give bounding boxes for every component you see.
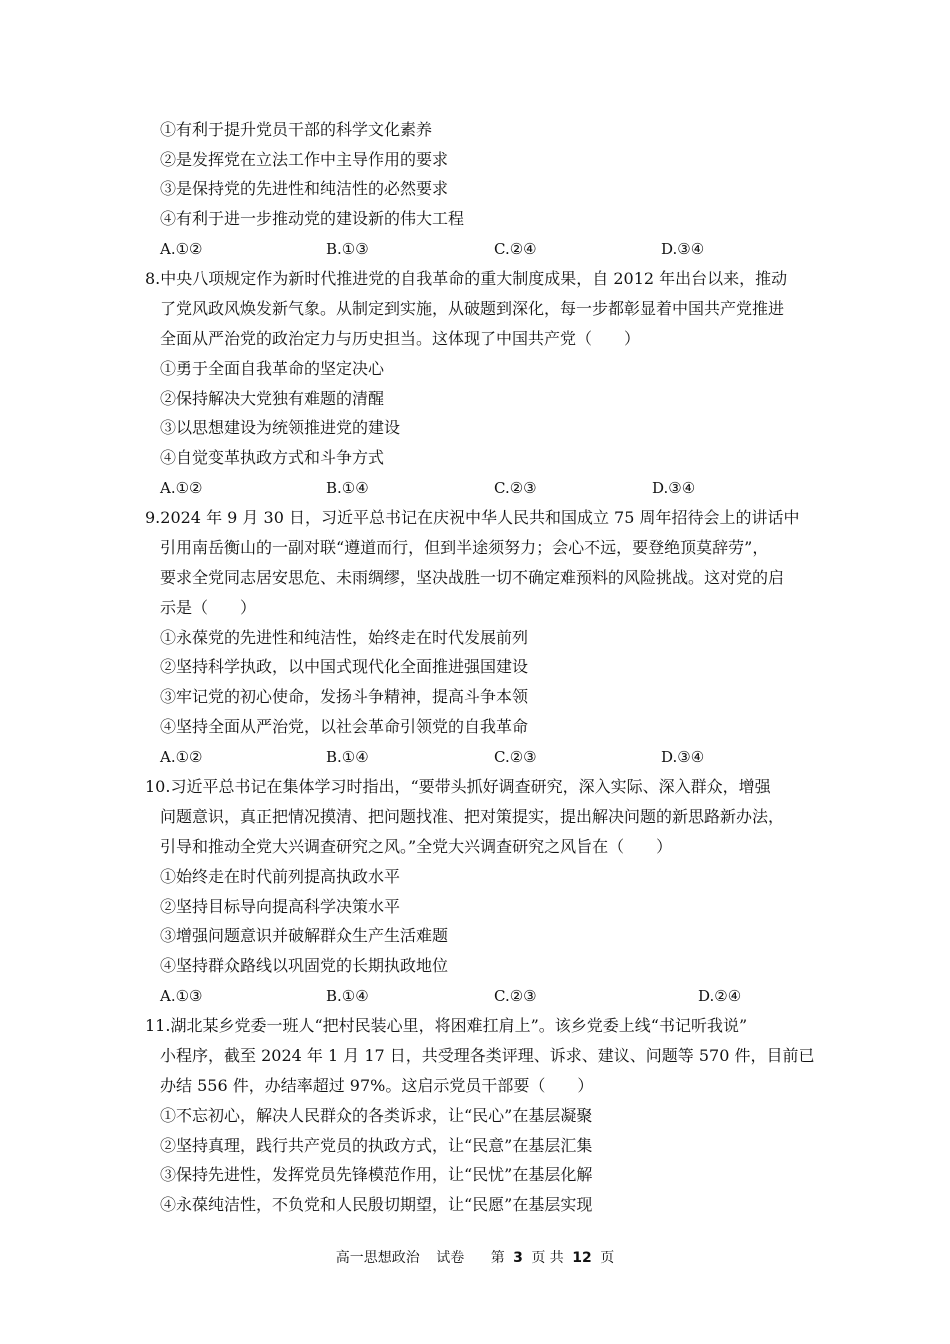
q10-option-c: C.②③ xyxy=(494,987,537,1005)
q7-option-a: A.①② xyxy=(160,240,203,258)
q10-option-b: B.①④ xyxy=(326,987,369,1005)
q7-item-4: ④有利于进一步推动党的建设新的伟大工程 xyxy=(160,209,465,228)
q9-item-2: ②坚持科学执政，以中国式现代化全面推进强国建设 xyxy=(160,657,529,676)
q9-option-c: C.②③ xyxy=(494,748,537,766)
q9-stem-1: 9.2024 年 9 月 30 日，习近平总书记在庆祝中华人民共和国成立 75 周年招待会上的讲话中 xyxy=(145,508,800,527)
q11-stem-3: 办结 556 件，办结率超过 97%。这启示党员干部要（ ） xyxy=(160,1076,594,1095)
q11-item-2: ②坚持真理，践行共产党员的执政方式，让“民意”在基层汇集 xyxy=(160,1136,593,1155)
q8-item-2: ②保持解决大党独有难题的清醒 xyxy=(160,389,385,408)
q11-stem-1: 11.湖北某乡党委一班人“把村民装心里，将困难扛肩上”。该乡党委上线“书记听我说” xyxy=(145,1016,748,1035)
q10-item-3: ③增强问题意识并破解群众生产生活难题 xyxy=(160,926,449,945)
footer-page-total: 12 xyxy=(572,1250,592,1266)
q10-stem-1: 10.习近平总书记在集体学习时指出，“要带头抓好调查研究，深入实际、深入群众，增强 xyxy=(145,777,771,796)
q8-stem-2: 了党风政风焕发新气象。从制定到实施，从破题到深化，每一步都彰显着中国共产党推进 xyxy=(160,299,785,318)
q10-stem-2: 问题意识，真正把情况摸清、把问题找准、把对策提实，提出解决问题的新思路新办法， xyxy=(160,807,785,826)
footer-page-mid: 页 共 xyxy=(531,1250,564,1266)
q10-option-d: D.②④ xyxy=(698,987,742,1005)
q9-option-d: D.③④ xyxy=(661,748,705,766)
q10-item-4: ④坚持群众路线以巩固党的长期执政地位 xyxy=(160,956,449,975)
q8-option-b: B.①④ xyxy=(326,479,369,497)
q9-stem-3: 要求全党同志居安思危、未雨绸缪，坚决战胜一切不确定难预料的风险挑战。这对党的启 xyxy=(160,568,785,587)
q7-item-3: ③是保持党的先进性和纯洁性的必然要求 xyxy=(160,179,449,198)
q9-option-b: B.①④ xyxy=(326,748,369,766)
q9-item-4: ④坚持全面从严治党，以社会革命引领党的自我革命 xyxy=(160,717,529,736)
q11-item-4: ④永葆纯洁性，不负党和人民殷切期望，让“民愿”在基层实现 xyxy=(160,1195,593,1214)
footer-page-prefix: 第 xyxy=(490,1250,505,1266)
q8-option-a: A.①② xyxy=(160,479,203,497)
q7-option-c: C.②④ xyxy=(494,240,537,258)
q10-item-1: ①始终走在时代前列提高执政水平 xyxy=(160,867,401,886)
q7-item-1: ①有利于提升党员干部的科学文化素养 xyxy=(160,120,433,139)
footer-page-number: 3 xyxy=(513,1250,523,1266)
q10-item-2: ②坚持目标导向提高科学决策水平 xyxy=(160,897,401,916)
q8-item-4: ④自觉变革执政方式和斗争方式 xyxy=(160,448,385,467)
q11-item-3: ③保持先进性，发挥党员先锋模范作用，让“民忧”在基层化解 xyxy=(160,1165,593,1184)
footer-kind: 试卷 xyxy=(436,1250,465,1266)
q8-option-c: C.②③ xyxy=(494,479,537,497)
q10-option-a: A.①③ xyxy=(160,987,203,1005)
q9-item-1: ①永葆党的先进性和纯洁性，始终走在时代发展前列 xyxy=(160,628,529,647)
q8-stem-3: 全面从严治党的政治定力与历史担当。这体现了中国共产党（ ） xyxy=(160,329,641,348)
q10-stem-3: 引导和推动全党大兴调查研究之风。”全党大兴调查研究之风旨在（ ） xyxy=(160,837,673,856)
q7-item-2: ②是发挥党在立法工作中主导作用的要求 xyxy=(160,150,449,169)
q8-item-3: ③以思想建设为统领推进党的建设 xyxy=(160,418,401,437)
q8-item-1: ①勇于全面自我革命的坚定决心 xyxy=(160,359,385,378)
footer-subject: 高一思想政治 xyxy=(335,1250,420,1266)
q7-option-b: B.①③ xyxy=(326,240,369,258)
q9-stem-2: 引用南岳衡山的一副对联“遵道而行，但到半途须努力；会心不远，要登绝顶莫辞劳”， xyxy=(160,538,769,557)
page-footer xyxy=(0,1248,950,1268)
q8-option-d: D.③④ xyxy=(652,479,696,497)
q11-stem-2: 小程序，截至 2024 年 1 月 17 日，共受理各类评理、诉求、建议、问题等 570 件，目前已 xyxy=(160,1046,815,1065)
q9-item-3: ③牢记党的初心使命，发扬斗争精神，提高斗争本领 xyxy=(160,687,529,706)
q7-option-d: D.③④ xyxy=(661,240,705,258)
q9-stem-4: 示是（ ） xyxy=(160,598,257,617)
q8-stem-1: 8.中央八项规定作为新时代推进党的自我革命的重大制度成果，自 2012 年出台以来，推动 xyxy=(145,269,788,288)
q9-option-a: A.①② xyxy=(160,748,203,766)
q11-item-1: ①不忘初心，解决人民群众的各类诉求，让“民心”在基层凝聚 xyxy=(160,1106,593,1125)
footer-page-suffix: 页 xyxy=(600,1250,615,1266)
